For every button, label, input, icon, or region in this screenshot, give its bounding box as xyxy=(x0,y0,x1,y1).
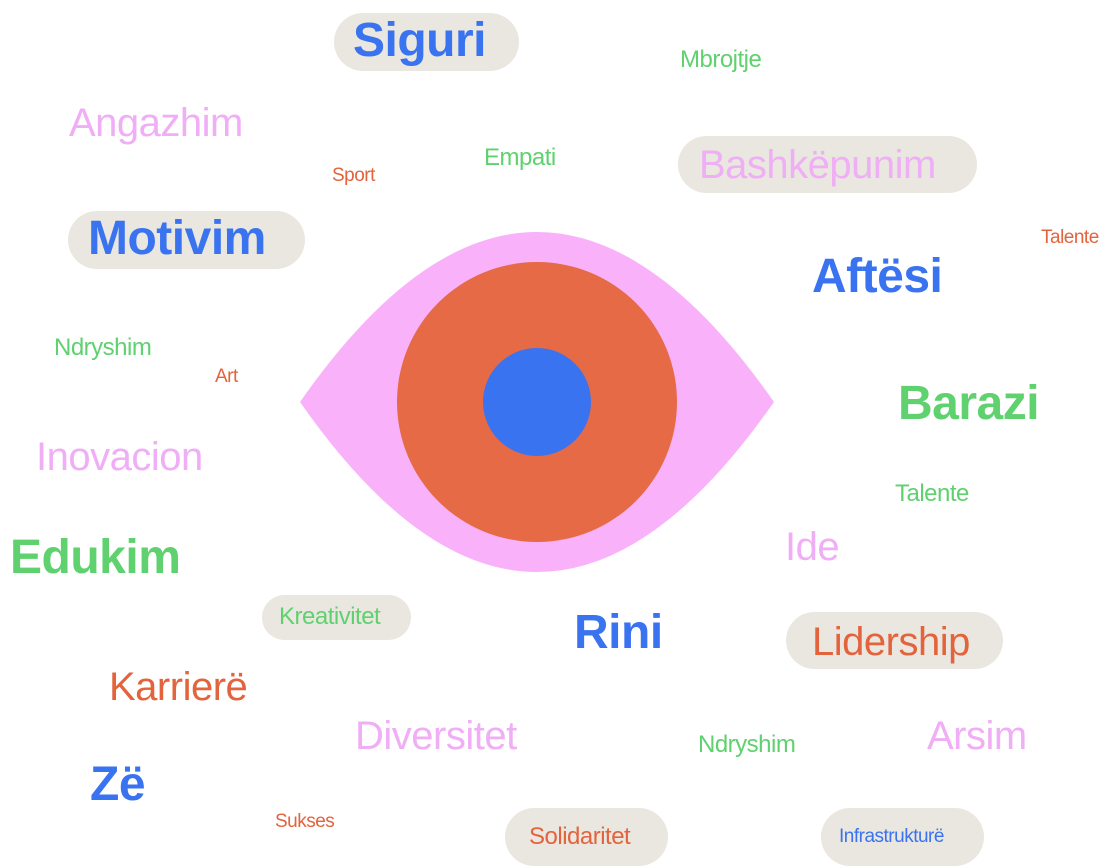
word-angazhim: Angazhim xyxy=(69,101,243,145)
word-empati: Empati xyxy=(484,144,556,171)
word-ndryshim-bottom: Ndryshim xyxy=(698,731,796,758)
word-mbrojtje: Mbrojtje xyxy=(680,46,762,73)
word-rini: Rini xyxy=(574,606,663,659)
word-lidership: Lidership xyxy=(812,620,970,664)
word-siguri: Siguri xyxy=(353,14,487,67)
word-kreativitet: Kreativitet xyxy=(279,603,381,630)
word-ndryshim-left: Ndryshim xyxy=(54,334,152,361)
word-diversitet: Diversitet xyxy=(355,714,517,758)
word-talente-top: Talente xyxy=(1041,227,1099,248)
eye-pupil xyxy=(483,348,591,456)
eye-icon xyxy=(298,232,776,572)
word-aftesi: Aftësi xyxy=(812,250,943,303)
word-ze: Zë xyxy=(90,758,146,811)
word-barazi: Barazi xyxy=(898,377,1040,430)
word-edukim: Edukim xyxy=(10,531,181,584)
word-ide: Ide xyxy=(785,525,840,569)
word-sukses: Sukses xyxy=(275,811,335,832)
word-solidaritet: Solidaritet xyxy=(529,823,631,850)
word-arsim: Arsim xyxy=(927,714,1027,758)
word-motivim: Motivim xyxy=(88,212,266,265)
word-karriere: Karrierë xyxy=(109,665,248,709)
word-art: Art xyxy=(215,366,238,387)
word-sport: Sport xyxy=(332,165,375,186)
word-bashkepunim: Bashkëpunim xyxy=(699,143,936,187)
word-talente-mid: Talente xyxy=(895,480,969,507)
word-infrastrukture: Infrastrukturë xyxy=(839,826,944,847)
word-inovacion: Inovacion xyxy=(36,435,203,479)
